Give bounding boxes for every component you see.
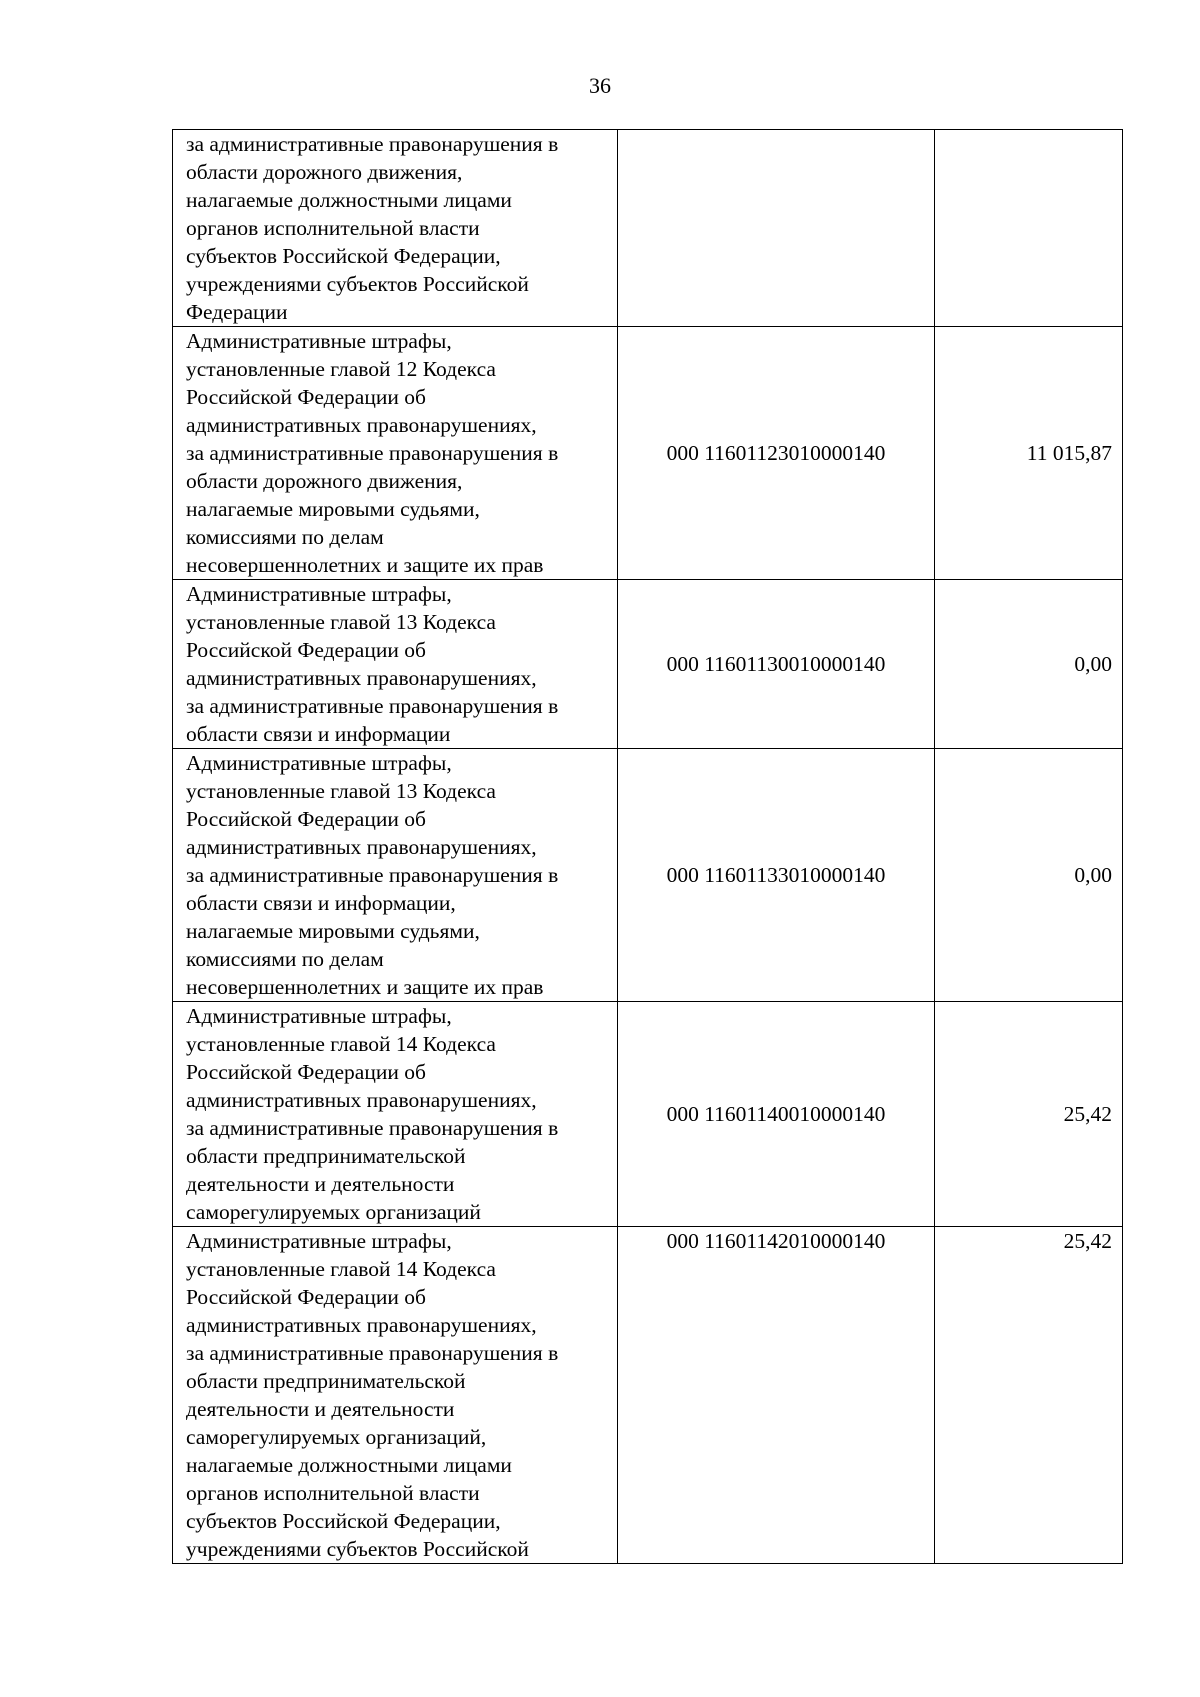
description-line: Российской Федерации об <box>186 638 426 662</box>
description-line: области предпринимательской <box>186 1144 466 1168</box>
description-line: субъектов Российской Федерации, <box>186 244 501 268</box>
description-line: органов исполнительной власти <box>186 1481 480 1505</box>
description-line: области дорожного движения, <box>186 160 463 184</box>
row-amount: 25,42 <box>935 1227 1123 1564</box>
description-line: налагаемые мировыми судьями, <box>186 497 480 521</box>
description-line: деятельности и деятельности <box>186 1397 455 1421</box>
description-line: за административные правонарушения в <box>186 132 559 156</box>
description-line: установленные главой 13 Кодекса <box>186 779 496 803</box>
description-line: Административные штрафы, <box>186 582 452 606</box>
description-line: деятельности и деятельности <box>186 1172 455 1196</box>
description-line: Административные штрафы, <box>186 751 452 775</box>
table-row <box>173 1002 1123 1227</box>
row-description <box>173 327 618 580</box>
description-line: за административные правонарушения в <box>186 1341 559 1365</box>
description-line: налагаемые мировыми судьями, <box>186 919 480 943</box>
description-line: Российской Федерации об <box>186 1285 426 1309</box>
description-line: саморегулируемых организаций, <box>186 1425 487 1449</box>
description-line: Российской Федерации об <box>186 807 426 831</box>
description-line: субъектов Российской Федерации, <box>186 1509 501 1533</box>
row-code: 000 11601142010000140 <box>618 1227 935 1564</box>
description-line: установленные главой 13 Кодекса <box>186 610 496 634</box>
description-line: несовершеннолетних и защите их прав <box>186 975 544 999</box>
description-line: Федерации <box>186 300 288 324</box>
row-code: 000 11601130010000140 <box>618 580 935 749</box>
row-amount: 0,00 <box>935 580 1123 749</box>
description-line: области связи и информации, <box>186 891 456 915</box>
table-row <box>173 580 1123 749</box>
description-line: несовершеннолетних и защите их прав <box>186 553 544 577</box>
page-number: 36 <box>589 73 611 98</box>
row-code <box>618 130 935 327</box>
row-description <box>173 1002 618 1227</box>
description-line: Российской Федерации об <box>186 1060 426 1084</box>
revenue-table <box>172 129 1123 1564</box>
description-line: комиссиями по делам <box>186 947 384 971</box>
description-line: области предпринимательской <box>186 1369 466 1393</box>
description-line: за административные правонарушения в <box>186 694 559 718</box>
description-line: Административные штрафы, <box>186 1229 452 1253</box>
row-amount: 25,42 <box>935 1002 1123 1227</box>
row-code: 000 11601123010000140 <box>618 327 935 580</box>
description-line: органов исполнительной власти <box>186 216 480 240</box>
description-line: административных правонарушениях, <box>186 413 537 437</box>
row-amount: 11 015,87 <box>935 327 1123 580</box>
row-amount <box>935 130 1123 327</box>
row-amount: 0,00 <box>935 749 1123 1002</box>
description-line: области связи и информации <box>186 722 451 746</box>
row-code: 000 11601140010000140 <box>618 1002 935 1227</box>
description-line: за административные правонарушения в <box>186 441 559 465</box>
description-line: Административные штрафы, <box>186 1004 452 1028</box>
description-line: области дорожного движения, <box>186 469 463 493</box>
description-line: установленные главой 14 Кодекса <box>186 1257 496 1281</box>
description-line: Административные штрафы, <box>186 329 452 353</box>
table-row <box>173 1227 1123 1564</box>
description-line: административных правонарушениях, <box>186 835 537 859</box>
description-line: саморегулируемых организаций <box>186 1200 481 1224</box>
description-line: установленные главой 12 Кодекса <box>186 357 496 381</box>
description-line: налагаемые должностными лицами <box>186 188 512 212</box>
row-description <box>173 130 618 327</box>
description-line: за административные правонарушения в <box>186 1116 559 1140</box>
description-line: учреждениями субъектов Российской <box>186 1537 529 1561</box>
row-description <box>173 749 618 1002</box>
description-line: установленные главой 14 Кодекса <box>186 1032 496 1056</box>
description-line: административных правонарушениях, <box>186 1313 537 1337</box>
description-line: за административные правонарушения в <box>186 863 559 887</box>
description-line: Российской Федерации об <box>186 385 426 409</box>
row-code: 000 11601133010000140 <box>618 749 935 1002</box>
table-row <box>173 130 1123 327</box>
row-description <box>173 580 618 749</box>
description-line: налагаемые должностными лицами <box>186 1453 512 1477</box>
description-line: административных правонарушениях, <box>186 1088 537 1112</box>
description-line: комиссиями по делам <box>186 525 384 549</box>
table-row <box>173 327 1123 580</box>
description-line: учреждениями субъектов Российской <box>186 272 529 296</box>
row-description <box>173 1227 618 1564</box>
description-line: административных правонарушениях, <box>186 666 537 690</box>
table-row <box>173 749 1123 1002</box>
